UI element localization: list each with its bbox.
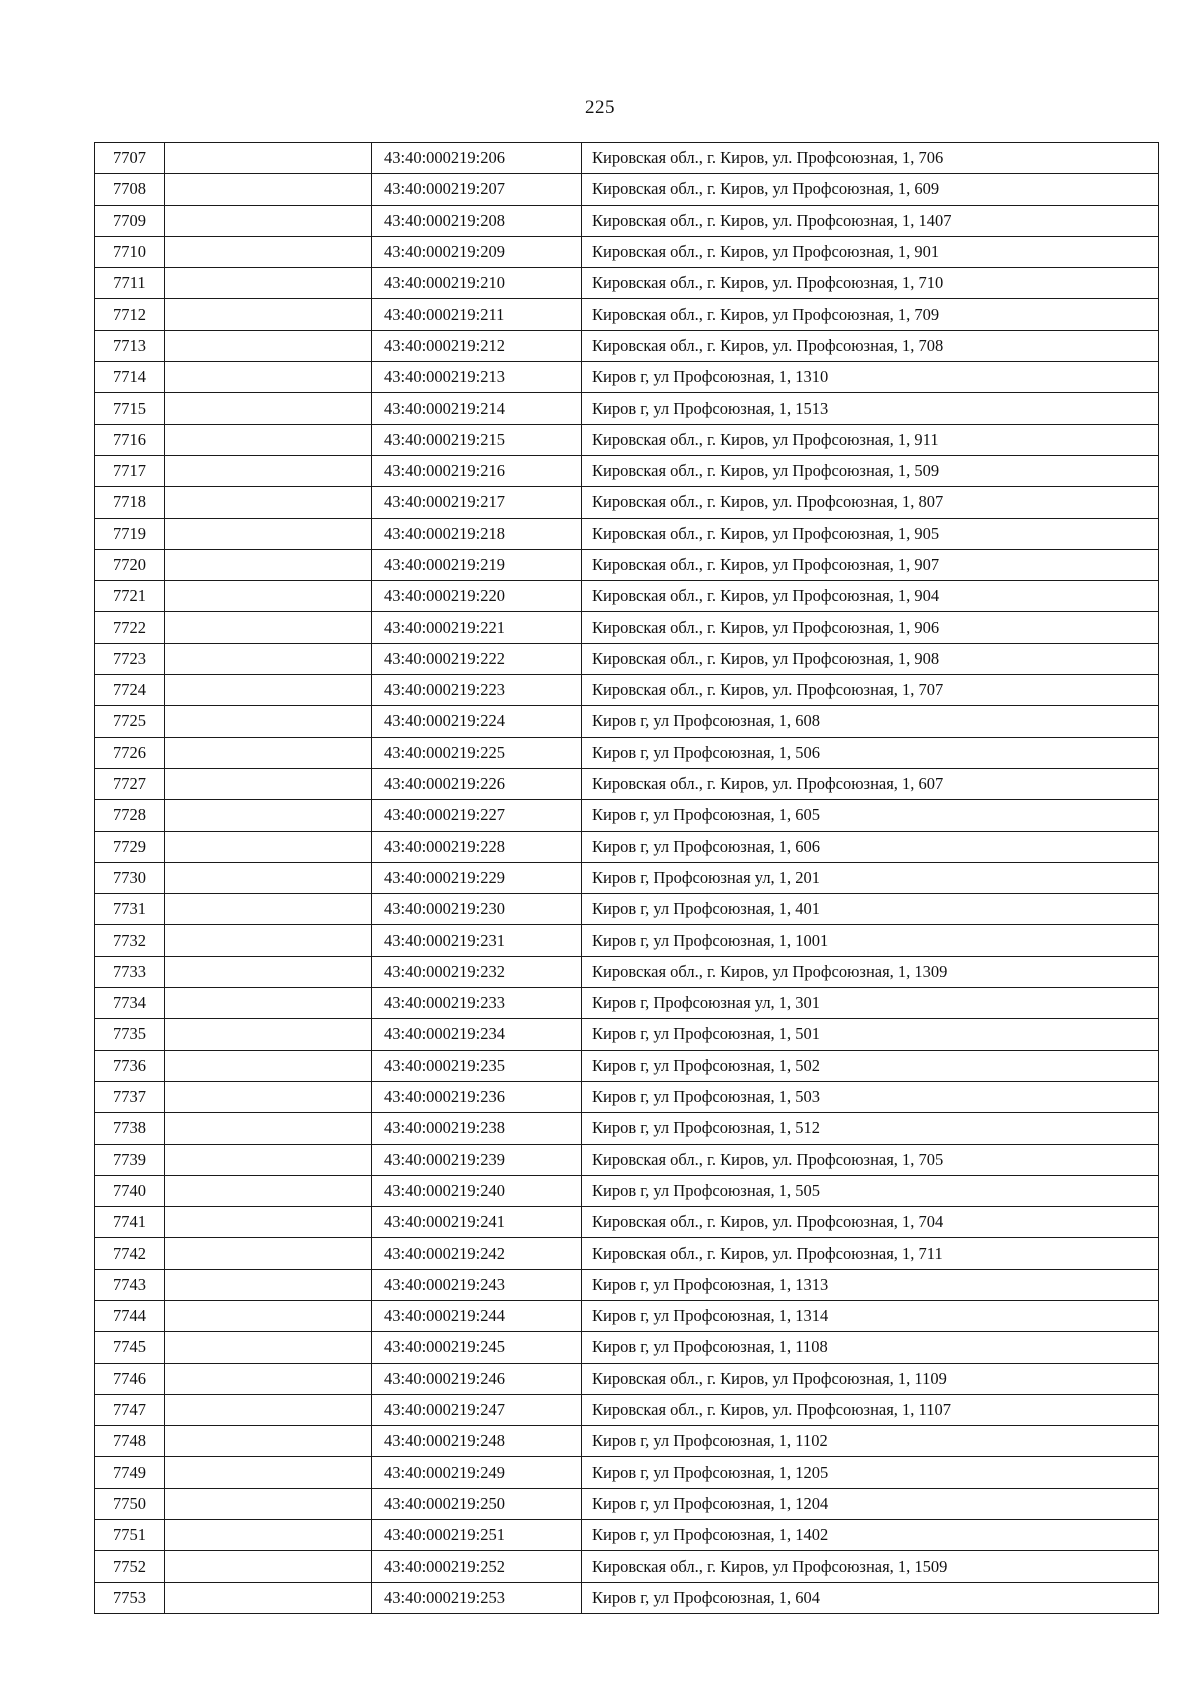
- cadastral-number-cell: 43:40:000219:215: [372, 424, 582, 455]
- address-cell: Киров г, ул Профсоюзная, 1, 605: [582, 800, 1159, 831]
- object-name-cell: [165, 518, 372, 549]
- row-number-cell: 7745: [95, 1332, 165, 1363]
- cadastral-number-cell: 43:40:000219:231: [372, 925, 582, 956]
- table-row: [95, 1363, 1159, 1394]
- address-cell: Киров г, ул Профсоюзная, 1, 1314: [582, 1300, 1159, 1331]
- row-number-cell: 7736: [95, 1050, 165, 1081]
- row-number-cell: 7742: [95, 1238, 165, 1269]
- cadastral-number-cell: 43:40:000219:229: [372, 862, 582, 893]
- object-name-cell: [165, 1207, 372, 1238]
- cadastral-number-cell: 43:40:000219:253: [372, 1582, 582, 1613]
- address-cell: Кировская обл., г. Киров, ул. Профсоюзная, 1, 704: [582, 1207, 1159, 1238]
- object-name-cell: [165, 1081, 372, 1112]
- cadastral-number-cell: 43:40:000219:210: [372, 268, 582, 299]
- table-row: [95, 1081, 1159, 1112]
- cadastral-number-cell: 43:40:000219:208: [372, 205, 582, 236]
- object-name-cell: [165, 1113, 372, 1144]
- address-cell: Кировская обл., г. Киров, ул. Профсоюзная, 1, 807: [582, 487, 1159, 518]
- object-name-cell: [165, 1582, 372, 1613]
- table-row: [95, 643, 1159, 674]
- row-number-cell: 7734: [95, 988, 165, 1019]
- address-cell: Кировская обл., г. Киров, ул Профсоюзная, 1, 1309: [582, 956, 1159, 987]
- object-name-cell: [165, 1300, 372, 1331]
- address-cell: Киров г, ул Профсоюзная, 1, 1313: [582, 1269, 1159, 1300]
- row-number-cell: 7750: [95, 1488, 165, 1519]
- row-number-cell: 7721: [95, 581, 165, 612]
- cadastral-number-cell: 43:40:000219:248: [372, 1426, 582, 1457]
- object-name-cell: [165, 143, 372, 174]
- cadastral-number-cell: 43:40:000219:223: [372, 675, 582, 706]
- cadastral-number-cell: 43:40:000219:245: [372, 1332, 582, 1363]
- cadastral-number-cell: 43:40:000219:224: [372, 706, 582, 737]
- address-cell: Киров г, ул Профсоюзная, 1, 1205: [582, 1457, 1159, 1488]
- table-row: [95, 205, 1159, 236]
- cadastral-number-cell: 43:40:000219:246: [372, 1363, 582, 1394]
- registry-table-body: [95, 143, 1159, 1614]
- cadastral-number-cell: 43:40:000219:209: [372, 236, 582, 267]
- address-cell: Кировская обл., г. Киров, ул. Профсоюзная, 1, 708: [582, 330, 1159, 361]
- table-row: [95, 1238, 1159, 1269]
- table-row: [95, 612, 1159, 643]
- object-name-cell: [165, 236, 372, 267]
- table-row: [95, 330, 1159, 361]
- address-cell: Киров г, ул Профсоюзная, 1, 506: [582, 737, 1159, 768]
- table-row: [95, 894, 1159, 925]
- table-row: [95, 1019, 1159, 1050]
- address-cell: Кировская обл., г. Киров, ул. Профсоюзная, 1, 1407: [582, 205, 1159, 236]
- row-number-cell: 7735: [95, 1019, 165, 1050]
- address-cell: Кировская обл., г. Киров, ул Профсоюзная, 1, 901: [582, 236, 1159, 267]
- cadastral-number-cell: 43:40:000219:236: [372, 1081, 582, 1112]
- table-row: [95, 988, 1159, 1019]
- row-number-cell: 7740: [95, 1175, 165, 1206]
- address-cell: Киров г, ул Профсоюзная, 1, 505: [582, 1175, 1159, 1206]
- object-name-cell: [165, 862, 372, 893]
- row-number-cell: 7716: [95, 424, 165, 455]
- object-name-cell: [165, 362, 372, 393]
- cadastral-number-cell: 43:40:000219:225: [372, 737, 582, 768]
- cadastral-number-cell: 43:40:000219:247: [372, 1394, 582, 1425]
- address-cell: Киров г, ул Профсоюзная, 1, 401: [582, 894, 1159, 925]
- object-name-cell: [165, 424, 372, 455]
- table-row: [95, 1488, 1159, 1519]
- row-number-cell: 7730: [95, 862, 165, 893]
- table-row: [95, 299, 1159, 330]
- cadastral-number-cell: 43:40:000219:217: [372, 487, 582, 518]
- object-name-cell: [165, 1551, 372, 1582]
- table-row: [95, 1175, 1159, 1206]
- object-name-cell: [165, 956, 372, 987]
- cadastral-number-cell: 43:40:000219:232: [372, 956, 582, 987]
- row-number-cell: 7751: [95, 1520, 165, 1551]
- cadastral-number-cell: 43:40:000219:220: [372, 581, 582, 612]
- table-row: [95, 1520, 1159, 1551]
- address-cell: Киров г, ул Профсоюзная, 1, 502: [582, 1050, 1159, 1081]
- address-cell: Кировская обл., г. Киров, ул. Профсоюзная, 1, 710: [582, 268, 1159, 299]
- row-number-cell: 7738: [95, 1113, 165, 1144]
- object-name-cell: [165, 1332, 372, 1363]
- cadastral-number-cell: 43:40:000219:250: [372, 1488, 582, 1519]
- cadastral-number-cell: 43:40:000219:212: [372, 330, 582, 361]
- row-number-cell: 7719: [95, 518, 165, 549]
- object-name-cell: [165, 1238, 372, 1269]
- cadastral-number-cell: 43:40:000219:214: [372, 393, 582, 424]
- table-row: [95, 581, 1159, 612]
- row-number-cell: 7726: [95, 737, 165, 768]
- object-name-cell: [165, 1144, 372, 1175]
- address-cell: Киров г, ул Профсоюзная, 1, 503: [582, 1081, 1159, 1112]
- cadastral-number-cell: 43:40:000219:249: [372, 1457, 582, 1488]
- table-row: [95, 236, 1159, 267]
- cadastral-number-cell: 43:40:000219:233: [372, 988, 582, 1019]
- object-name-cell: [165, 205, 372, 236]
- address-cell: Кировская обл., г. Киров, ул. Профсоюзная, 1, 1107: [582, 1394, 1159, 1425]
- address-cell: Кировская обл., г. Киров, ул Профсоюзная, 1, 709: [582, 299, 1159, 330]
- row-number-cell: 7710: [95, 236, 165, 267]
- address-cell: Кировская обл., г. Киров, ул. Профсоюзная, 1, 711: [582, 1238, 1159, 1269]
- object-name-cell: [165, 1394, 372, 1425]
- row-number-cell: 7715: [95, 393, 165, 424]
- table-row: [95, 174, 1159, 205]
- row-number-cell: 7733: [95, 956, 165, 987]
- address-cell: Кировская обл., г. Киров, ул Профсоюзная, 1, 904: [582, 581, 1159, 612]
- object-name-cell: [165, 894, 372, 925]
- cadastral-number-cell: 43:40:000219:235: [372, 1050, 582, 1081]
- row-number-cell: 7728: [95, 800, 165, 831]
- table-row: [95, 424, 1159, 455]
- row-number-cell: 7707: [95, 143, 165, 174]
- cadastral-number-cell: 43:40:000219:226: [372, 768, 582, 799]
- table-row: [95, 862, 1159, 893]
- row-number-cell: 7749: [95, 1457, 165, 1488]
- object-name-cell: [165, 1175, 372, 1206]
- cadastral-number-cell: 43:40:000219:216: [372, 455, 582, 486]
- address-cell: Кировская обл., г. Киров, ул. Профсоюзная, 1, 706: [582, 143, 1159, 174]
- row-number-cell: 7711: [95, 268, 165, 299]
- row-number-cell: 7712: [95, 299, 165, 330]
- object-name-cell: [165, 1426, 372, 1457]
- object-name-cell: [165, 1488, 372, 1519]
- cadastral-number-cell: 43:40:000219:213: [372, 362, 582, 393]
- table-row: [95, 1050, 1159, 1081]
- object-name-cell: [165, 174, 372, 205]
- address-cell: Киров г, ул Профсоюзная, 1, 1108: [582, 1332, 1159, 1363]
- address-cell: Кировская обл., г. Киров, ул Профсоюзная, 1, 1109: [582, 1363, 1159, 1394]
- object-name-cell: [165, 1019, 372, 1050]
- object-name-cell: [165, 1269, 372, 1300]
- cadastral-number-cell: 43:40:000219:218: [372, 518, 582, 549]
- object-name-cell: [165, 1457, 372, 1488]
- cadastral-number-cell: 43:40:000219:244: [372, 1300, 582, 1331]
- cadastral-number-cell: 43:40:000219:211: [372, 299, 582, 330]
- property-registry-table: [94, 142, 1159, 1614]
- row-number-cell: 7725: [95, 706, 165, 737]
- address-cell: Кировская обл., г. Киров, ул. Профсоюзная, 1, 705: [582, 1144, 1159, 1175]
- object-name-cell: [165, 299, 372, 330]
- table-row: [95, 518, 1159, 549]
- table-row: [95, 925, 1159, 956]
- row-number-cell: 7744: [95, 1300, 165, 1331]
- cadastral-number-cell: 43:40:000219:207: [372, 174, 582, 205]
- address-cell: Кировская обл., г. Киров, ул Профсоюзная, 1, 1509: [582, 1551, 1159, 1582]
- table-row: [95, 362, 1159, 393]
- object-name-cell: [165, 393, 372, 424]
- row-number-cell: 7752: [95, 1551, 165, 1582]
- address-cell: Кировская обл., г. Киров, ул. Профсоюзная, 1, 707: [582, 675, 1159, 706]
- table-row: [95, 956, 1159, 987]
- address-cell: Киров г, ул Профсоюзная, 1, 512: [582, 1113, 1159, 1144]
- cadastral-number-cell: 43:40:000219:242: [372, 1238, 582, 1269]
- cadastral-number-cell: 43:40:000219:230: [372, 894, 582, 925]
- object-name-cell: [165, 737, 372, 768]
- address-cell: Кировская обл., г. Киров, ул Профсоюзная, 1, 906: [582, 612, 1159, 643]
- address-cell: Киров г, Профсоюзная ул, 1, 301: [582, 988, 1159, 1019]
- row-number-cell: 7722: [95, 612, 165, 643]
- cadastral-number-cell: 43:40:000219:252: [372, 1551, 582, 1582]
- cadastral-number-cell: 43:40:000219:228: [372, 831, 582, 862]
- table-row: [95, 1269, 1159, 1300]
- address-cell: Киров г, ул Профсоюзная, 1, 501: [582, 1019, 1159, 1050]
- table-row: [95, 1113, 1159, 1144]
- row-number-cell: 7737: [95, 1081, 165, 1112]
- cadastral-number-cell: 43:40:000219:222: [372, 643, 582, 674]
- object-name-cell: [165, 768, 372, 799]
- address-cell: Киров г, ул Профсоюзная, 1, 1310: [582, 362, 1159, 393]
- object-name-cell: [165, 455, 372, 486]
- object-name-cell: [165, 988, 372, 1019]
- row-number-cell: 7727: [95, 768, 165, 799]
- address-cell: Киров г, ул Профсоюзная, 1, 1204: [582, 1488, 1159, 1519]
- row-number-cell: 7709: [95, 205, 165, 236]
- table-row: [95, 487, 1159, 518]
- row-number-cell: 7748: [95, 1426, 165, 1457]
- cadastral-number-cell: 43:40:000219:240: [372, 1175, 582, 1206]
- row-number-cell: 7718: [95, 487, 165, 518]
- row-number-cell: 7747: [95, 1394, 165, 1425]
- object-name-cell: [165, 330, 372, 361]
- table-row: [95, 1300, 1159, 1331]
- address-cell: Киров г, Профсоюзная ул, 1, 201: [582, 862, 1159, 893]
- object-name-cell: [165, 581, 372, 612]
- page-number: 225: [585, 97, 615, 118]
- cadastral-number-cell: 43:40:000219:221: [372, 612, 582, 643]
- object-name-cell: [165, 800, 372, 831]
- address-cell: Киров г, ул Профсоюзная, 1, 606: [582, 831, 1159, 862]
- object-name-cell: [165, 612, 372, 643]
- cadastral-number-cell: 43:40:000219:234: [372, 1019, 582, 1050]
- row-number-cell: 7753: [95, 1582, 165, 1613]
- row-number-cell: 7713: [95, 330, 165, 361]
- row-number-cell: 7746: [95, 1363, 165, 1394]
- row-number-cell: 7720: [95, 549, 165, 580]
- row-number-cell: 7741: [95, 1207, 165, 1238]
- cadastral-number-cell: 43:40:000219:219: [372, 549, 582, 580]
- row-number-cell: 7743: [95, 1269, 165, 1300]
- row-number-cell: 7708: [95, 174, 165, 205]
- table-row: [95, 1551, 1159, 1582]
- cadastral-number-cell: 43:40:000219:243: [372, 1269, 582, 1300]
- row-number-cell: 7724: [95, 675, 165, 706]
- table-row: [95, 1457, 1159, 1488]
- object-name-cell: [165, 706, 372, 737]
- table-row: [95, 831, 1159, 862]
- object-name-cell: [165, 675, 372, 706]
- table-row: [95, 1582, 1159, 1613]
- cadastral-number-cell: 43:40:000219:227: [372, 800, 582, 831]
- object-name-cell: [165, 1050, 372, 1081]
- address-cell: Кировская обл., г. Киров, ул. Профсоюзная, 1, 607: [582, 768, 1159, 799]
- table-row: [95, 1426, 1159, 1457]
- cadastral-number-cell: 43:40:000219:251: [372, 1520, 582, 1551]
- table-row: [95, 800, 1159, 831]
- table-row: [95, 768, 1159, 799]
- table-row: [95, 737, 1159, 768]
- address-cell: Кировская обл., г. Киров, ул Профсоюзная, 1, 908: [582, 643, 1159, 674]
- table-row: [95, 1394, 1159, 1425]
- table-row: [95, 1207, 1159, 1238]
- table-row: [95, 1332, 1159, 1363]
- row-number-cell: 7729: [95, 831, 165, 862]
- cadastral-number-cell: 43:40:000219:206: [372, 143, 582, 174]
- address-cell: Киров г, ул Профсоюзная, 1, 1513: [582, 393, 1159, 424]
- row-number-cell: 7714: [95, 362, 165, 393]
- row-number-cell: 7723: [95, 643, 165, 674]
- object-name-cell: [165, 925, 372, 956]
- address-cell: Киров г, ул Профсоюзная, 1, 1402: [582, 1520, 1159, 1551]
- row-number-cell: 7739: [95, 1144, 165, 1175]
- object-name-cell: [165, 549, 372, 580]
- table-row: [95, 455, 1159, 486]
- table-row: [95, 393, 1159, 424]
- address-cell: Киров г, ул Профсоюзная, 1, 608: [582, 706, 1159, 737]
- address-cell: Кировская обл., г. Киров, ул Профсоюзная, 1, 509: [582, 455, 1159, 486]
- object-name-cell: [165, 268, 372, 299]
- object-name-cell: [165, 831, 372, 862]
- table-row: [95, 268, 1159, 299]
- address-cell: Киров г, ул Профсоюзная, 1, 1001: [582, 925, 1159, 956]
- cadastral-number-cell: 43:40:000219:238: [372, 1113, 582, 1144]
- table-row: [95, 549, 1159, 580]
- address-cell: Кировская обл., г. Киров, ул Профсоюзная, 1, 907: [582, 549, 1159, 580]
- address-cell: Кировская обл., г. Киров, ул Профсоюзная, 1, 609: [582, 174, 1159, 205]
- row-number-cell: 7717: [95, 455, 165, 486]
- row-number-cell: 7732: [95, 925, 165, 956]
- object-name-cell: [165, 643, 372, 674]
- row-number-cell: 7731: [95, 894, 165, 925]
- address-cell: Кировская обл., г. Киров, ул Профсоюзная, 1, 911: [582, 424, 1159, 455]
- table-row: [95, 143, 1159, 174]
- table-row: [95, 675, 1159, 706]
- table-row: [95, 1144, 1159, 1175]
- cadastral-number-cell: 43:40:000219:239: [372, 1144, 582, 1175]
- object-name-cell: [165, 1363, 372, 1394]
- table-row: [95, 706, 1159, 737]
- address-cell: Киров г, ул Профсоюзная, 1, 1102: [582, 1426, 1159, 1457]
- cadastral-number-cell: 43:40:000219:241: [372, 1207, 582, 1238]
- address-cell: Кировская обл., г. Киров, ул Профсоюзная, 1, 905: [582, 518, 1159, 549]
- address-cell: Киров г, ул Профсоюзная, 1, 604: [582, 1582, 1159, 1613]
- object-name-cell: [165, 487, 372, 518]
- object-name-cell: [165, 1520, 372, 1551]
